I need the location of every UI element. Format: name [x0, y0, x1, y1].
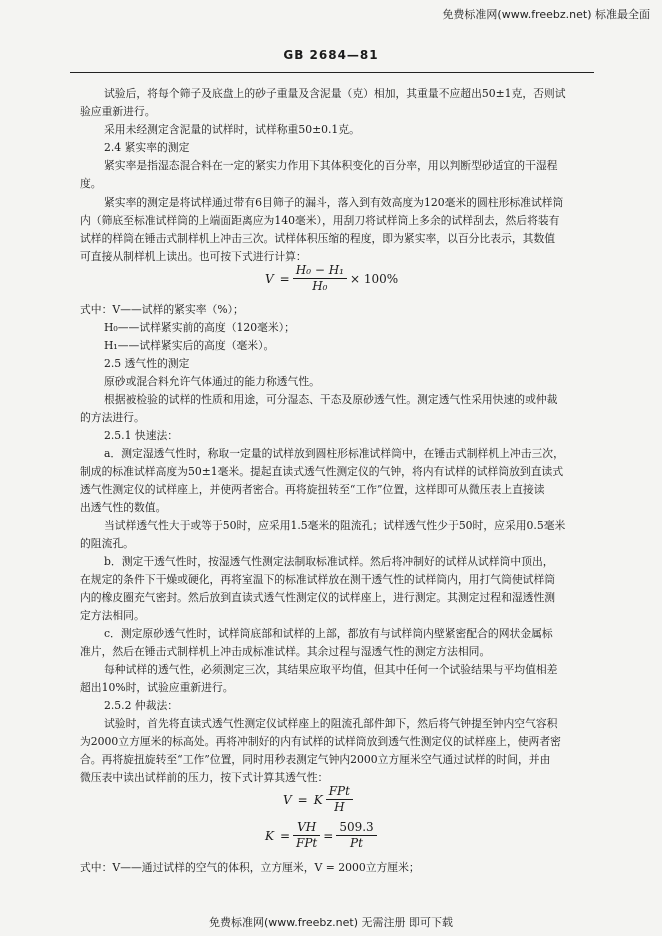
formula-tail: × 100%	[349, 271, 399, 286]
text-line: 出透气性的数值。	[80, 501, 167, 514]
text-line: 紧实率的测定是将试样通过带有6目筛子的漏斗，落入到有效高度为120毫米的圆柱形标准试样筒	[104, 196, 564, 209]
formula-denominator: Pt	[350, 836, 363, 850]
text-line: 为2000立方厘米的标高处。再将冲制好的内有试样的试样筒放到透气性测定仪的试样座上，使两者密	[80, 735, 561, 748]
watermark-bottom: 免费标准网(www.freebz.net) 无需注册 即可下载	[208, 916, 454, 929]
formula-equals: =	[323, 828, 334, 843]
text-line: 验应重新进行。	[80, 105, 156, 118]
text-line: a．测定湿透气性时，称取一定量的试样放到圆柱形标准试样筒中，在锤击式制样机上冲击三次，	[104, 447, 564, 460]
text-line: 制成的标准试样高度为50±1毫米。提起直读式透气性测定仪的气钟，将内有试样的试样筒放到直读式	[80, 465, 564, 478]
text-line: 合。再将旋扭旋转至“工作”位置，同时用秒表测定气钟内2000立方厘米空气通过试样的时间，并由	[80, 753, 551, 766]
formula-k-constant	[262, 820, 377, 851]
text-line: 微压表中读出试样前的压力，按下式计算其透气性：	[80, 771, 329, 784]
standard-number: GB 2684—81	[283, 48, 379, 62]
formula-lhs: K	[265, 828, 274, 843]
formula-numerator: 509.3	[336, 820, 376, 836]
text-line: c．测定原砂透气性时，试样筒底部和试样的上部，都放有与试样筒内壁紧密配合的网状金属标	[104, 627, 553, 640]
text-line: 定方法相同。	[80, 609, 145, 622]
text-line: 内的橡皮圈充气密封。然后放到直读式透气性测定仪的试样座上，进行测定。其测定过程和湿透性测	[80, 591, 556, 604]
section-heading: 2.5 透气性的测定	[104, 357, 190, 370]
formula-lhs: V	[265, 271, 274, 286]
formula-numerator: FPt	[326, 784, 353, 800]
text-line: 式中：V——通过试样的空气的体积，立方厘米，V = 2000立方厘米；	[80, 861, 420, 874]
section-heading: 2.4 紧实率的测定	[104, 141, 190, 154]
formula-equals: =	[279, 828, 291, 843]
formula-lhs: V	[283, 792, 292, 807]
text-line: 紧实率是指湿态混合料在一定的紧实力作用下其体积变化的百分率，用以判断型砂适宜的干湿程	[104, 159, 558, 172]
formula-equals: =	[279, 271, 290, 286]
text-line: 试验后，将每个筛子及底盘上的砂子重量及含泥量（克）相加，其重量不应超出50±1克，否则试	[104, 87, 566, 100]
watermark-top: 免费标准网(www.freebz.net) 标准最全面	[442, 8, 650, 21]
formula-numerator: H₀ − H₁	[293, 263, 347, 279]
formula-equals: =	[297, 792, 308, 807]
text-line: 的阻流孔。	[80, 537, 134, 550]
text-line: 超出10%时，试验应重新进行。	[80, 681, 234, 694]
text-line: 试样的样筒在锤击式制样机上冲击三次。试样体积压缩的程度，即为紧实率，以百分比表示，其数值	[80, 232, 556, 245]
formula-denominator: FPt	[296, 836, 318, 850]
formula-denominator: H₀	[312, 279, 328, 293]
text-line: 可直接从制样机上读出。也可按下式进行计算：	[80, 250, 307, 263]
text-line: 的方法进行。	[80, 411, 145, 424]
text-line: H₁——试样紧实后的高度（毫米）。	[104, 339, 275, 352]
text-line: 采用未经测定含泥量的试样时，试样称重50±0.1克。	[104, 123, 360, 136]
text-line: 在规定的条件下干燥或硬化，再将室温下的标准试样放在测干透气性的试样筒内，用打气筒使试样筒	[80, 573, 556, 586]
text-line: 透气性测定仪的试样座上，并使两者密合。再将旋扭转至“工作”位置，这样即可从微压表上直接读	[80, 483, 545, 496]
section-heading: 2.5.1 快速法：	[104, 429, 179, 442]
text-line: 内（筛底至标准试样筒的上端面距离应为140毫米），用刮刀将试样筒上多余的试样刮去，然后将装有	[80, 214, 560, 227]
formula-numerator: VH	[293, 820, 320, 836]
text-line: b．测定干透气性时，按湿透气性测定法制取标准试样。然后将冲制好的试样从试样筒中顶出，	[104, 555, 554, 568]
text-line: 式中：V——试样的紧实率（%）；	[80, 303, 244, 316]
text-line: 度。	[80, 177, 102, 190]
formula-coefficient: K	[313, 792, 323, 807]
text-line: 每种试样的透气性，必须测定三次，其结果应取平均值，但其中任何一个试验结果与平均值相差	[104, 663, 558, 676]
text-line: 准片，然后在锤击式制样机上冲击成标准试样。其余过程与湿透气性的测定方法相同。	[80, 645, 491, 658]
text-line: 原砂或混合料允许气体通过的能力称透气性。	[104, 375, 320, 388]
text-line: 根据被检验的试样的性质和用途，可分湿态、干态及原砂透气性。测定透气性采用快速的或仲裁	[104, 393, 558, 406]
formula-denominator: H	[334, 800, 345, 814]
text-line: 当试样透气性大于或等于50时，应采用1.5毫米的阻流孔；试样透气性少于50时，应采用0.5毫米	[104, 519, 566, 532]
text-line: H₀——试样紧实前的高度（120毫米）；	[104, 321, 295, 334]
section-heading: 2.5.2 仲裁法：	[104, 699, 179, 712]
text-line: 试验时，首先将直读式透气性测定仪试样座上的阻流孔部件卸下，然后将气钟提至钟内空气容积	[104, 717, 558, 730]
formula-compaction	[262, 263, 401, 294]
formula-permeability	[280, 784, 353, 815]
header-rule	[70, 72, 594, 73]
